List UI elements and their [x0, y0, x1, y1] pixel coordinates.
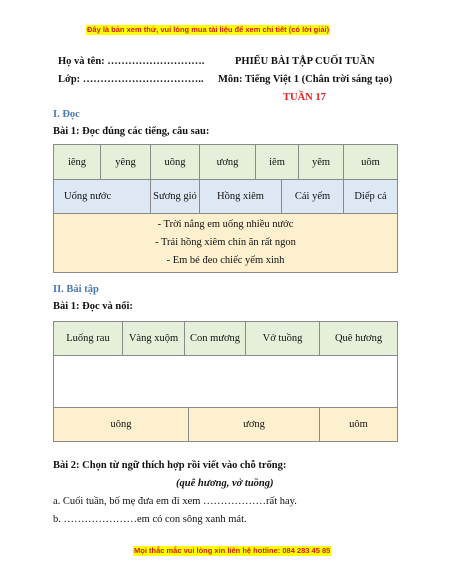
syllable-cell: yêng	[101, 145, 151, 180]
section-reading-heading: I. Đọc	[53, 109, 80, 120]
word-cell: Cái yếm	[282, 180, 344, 214]
syllable-cell: iêng	[54, 145, 101, 180]
syllable-cell: iêm	[256, 145, 299, 180]
reading-table	[53, 144, 398, 273]
exercise-fill-title: Bài 2: Chọn từ ngữ thích hợp rồi viết vào chỗ trống:	[53, 460, 287, 471]
section-exercises-heading: II. Bài tập	[53, 284, 99, 295]
syllable-cell: uôm	[344, 145, 398, 180]
exercise1-title: Bài 1: Đọc đúng các tiếng, câu sau:	[53, 126, 210, 137]
match-word-cell: Quê hương	[320, 322, 398, 356]
hotline-banner: Mọi thắc mắc vui lòng xin liên hệ hotline: 084 283 45 85	[134, 546, 331, 555]
word-cell: Uống nước	[54, 180, 151, 214]
student-name-field: Họ và tên: ……………………….	[58, 56, 205, 67]
sentence-line: - Trái hồng xiêm chín ăn rất ngon	[155, 237, 296, 248]
fill-sentence-a: a. Cuối tuần, bố mẹ đưa em đi xem ………………rất hay.	[53, 496, 297, 507]
exercise-match-title: Bài 1: Đọc và nối:	[53, 301, 133, 312]
matching-table	[53, 321, 398, 442]
rhyme-cell: uôm	[320, 408, 398, 442]
match-word-cell: Vàng xuộm	[123, 322, 185, 356]
matching-blank-area	[54, 356, 398, 408]
syllable-cell: yêm	[299, 145, 344, 180]
sentence-line: - Em bé đeo chiếc yếm xinh	[166, 255, 285, 266]
fill-sentence-b: b. …………………em có con sông xanh mát.	[53, 514, 247, 525]
rhyme-cell: uông	[54, 408, 189, 442]
word-choices-hint: (quê hương, vở tuồng)	[176, 478, 274, 489]
match-word-cell: Vở tuồng	[246, 322, 320, 356]
rhyme-cell: ương	[189, 408, 320, 442]
worksheet-title: PHIẾU BÀI TẬP CUỐI TUẦN	[235, 56, 375, 67]
word-cell: Sương gió	[151, 180, 200, 214]
class-field: Lớp: ……………………………..	[58, 74, 204, 85]
syllable-cell: ương	[200, 145, 256, 180]
match-word-cell: Con mương	[185, 322, 246, 356]
subject-line: Môn: Tiếng Việt 1 (Chân trời sáng tạo)	[218, 74, 393, 85]
syllable-cell: uông	[151, 145, 200, 180]
word-cell: Hồng xiêm	[200, 180, 282, 214]
preview-notice-banner: Đây là bản xem thử, vui lòng mua tài liệu để xem chi tiết (có lời giải)	[87, 25, 330, 34]
sentence-line: - Trời nắng em uống nhiều nước	[157, 219, 294, 230]
word-cell: Diếp cá	[344, 180, 398, 214]
week-label: TUẦN 17	[283, 92, 326, 103]
sentences-cell	[54, 214, 398, 273]
match-word-cell: Luống rau	[54, 322, 123, 356]
